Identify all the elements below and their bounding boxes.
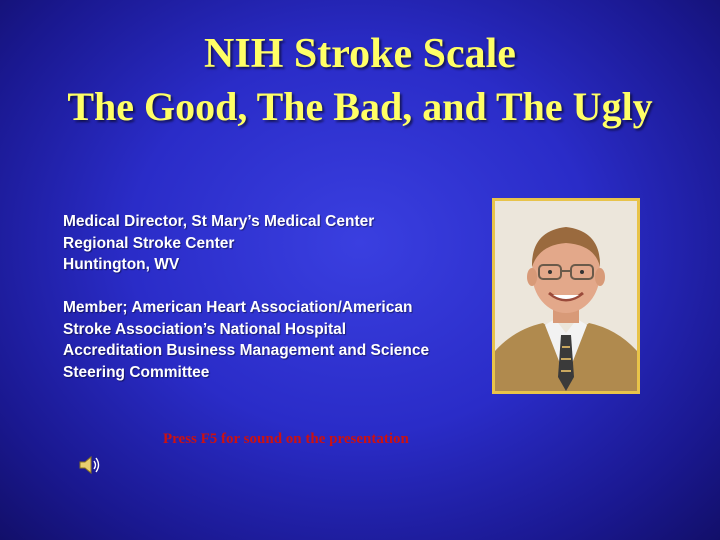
speaker-icon[interactable]	[78, 454, 102, 476]
membership-block	[63, 297, 463, 383]
affiliation-line: Medical Director, St Mary’s Medical Center	[63, 213, 375, 230]
membership-line: Accreditation Business Management and Science	[63, 342, 430, 359]
slide-subtitle: The Good, The Bad, and The Ugly	[67, 84, 653, 129]
membership-line: Member; American Heart Association/American	[63, 299, 413, 316]
affiliation-line: Huntington, WV	[63, 256, 180, 273]
presenter-photo-image	[495, 201, 637, 391]
slide-title: NIH Stroke Scale	[204, 31, 516, 77]
presenter-photo	[492, 198, 640, 394]
membership-line: Stroke Association’s National Hospital	[63, 320, 347, 338]
affiliation-block	[63, 211, 463, 276]
affiliation-line: Regional Stroke Center	[63, 234, 235, 252]
sound-instruction: Press F5 for sound on the presentation	[163, 431, 409, 447]
membership-line: Steering Committee	[63, 363, 210, 381]
